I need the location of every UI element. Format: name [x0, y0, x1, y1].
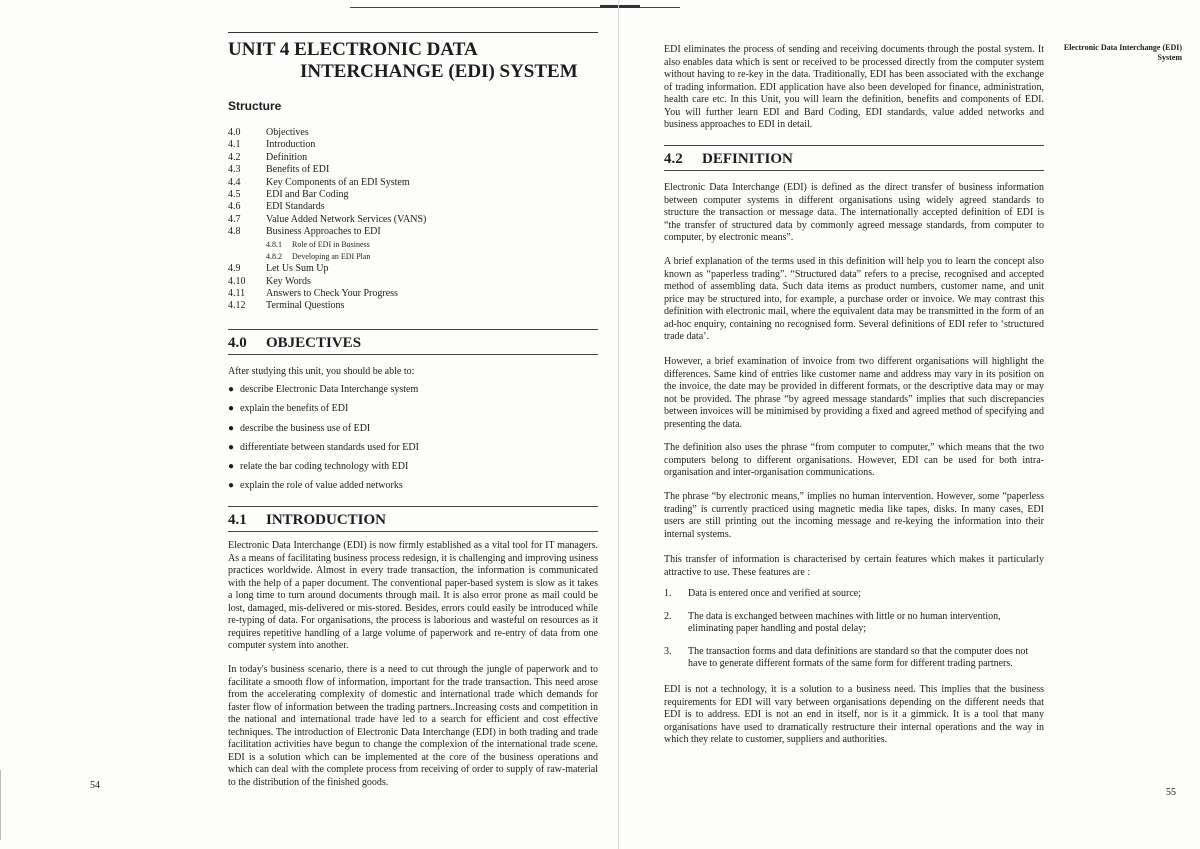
list-item [664, 588, 1044, 601]
toc-item [228, 152, 598, 164]
toc-item [228, 226, 598, 238]
list-item-text: explain the benefits of EDI [240, 403, 349, 415]
definition-paragraph-5: The phrase “by electronic means,” implies no human intervention. However, some “paperless trading” is currently practiced using magnetic media like tapes, disks. In many cases, EDI users are still printing out the incoming message and re-keying the information into their internal systems. [664, 491, 1044, 540]
running-header: Electronic Data Interchange (EDI) System [1063, 43, 1182, 62]
toc-item [228, 263, 598, 275]
introduction-heading [228, 506, 598, 532]
definition-heading [664, 145, 1044, 171]
toc-number: 4.1 [228, 139, 241, 151]
toc-number: 4.11 [228, 288, 246, 300]
section-number: 4.0 [228, 335, 247, 351]
list-item-number: 2. [664, 610, 672, 622]
unit-title-line1: UNIT 4 ELECTRONIC DATA [228, 39, 478, 60]
toc-label: Benefits of EDI [266, 164, 330, 176]
list-item [228, 480, 598, 499]
objectives-intro: After studying this unit, you should be able to: [228, 366, 415, 377]
toc-item [228, 139, 598, 151]
list-item [228, 403, 598, 422]
unit-title-line2: INTERCHANGE (EDI) SYSTEM [300, 61, 578, 82]
toc-number: 4.4 [228, 176, 241, 188]
definition-paragraph-3: However, a brief examination of invoice from two different organisations will highlight the differences. Same kind of entries like customer name and address may vary in its position on the invoice, the date may be provided in different formats, or the descriptive data may or may not be provided. The phrase “by agreed message standards” implies that such discrepancies between invoices will be minimised by providing a fixed and agreed method of specifying and presenting the data. [664, 356, 1044, 430]
bullet-icon: ● [228, 480, 235, 492]
scan-edge [0, 770, 21, 840]
list-item-text: explain the role of value added networks [240, 480, 403, 492]
toc-label: Definition [266, 151, 308, 163]
list-item [664, 611, 1044, 636]
toc-label: Role of EDI in Business [292, 239, 370, 249]
toc-label: Value Added Network Services (VANS) [266, 213, 427, 225]
list-item-number: 1. [664, 588, 672, 599]
toc-item [228, 201, 598, 213]
toc-item [228, 276, 598, 288]
list-item-text: relate the bar coding technology with EDI [240, 461, 409, 473]
section-title: INTRODUCTION [266, 512, 387, 528]
toc-label: Let Us Sum Up [266, 263, 329, 275]
toc-label: Key Components of an EDI System [266, 176, 410, 188]
toc-item [228, 164, 598, 176]
bullet-icon: ● [228, 384, 235, 395]
toc-item [228, 214, 598, 226]
top-rule-mark [600, 5, 640, 8]
toc-label: Key Words [266, 275, 311, 287]
toc-number: 4.5 [228, 188, 241, 200]
toc-number: 4.9 [228, 263, 241, 275]
page-number-left: 54 [90, 780, 100, 791]
toc-item [228, 288, 598, 300]
toc-label: Objectives [266, 127, 309, 138]
features-list [664, 588, 1044, 681]
toc-item [228, 127, 598, 139]
introduction-paragraph-1: Electronic Data Interchange (EDI) is now firmly established as a vital tool for IT managers. As a means of facilitating business process redesign, it is challenging and improving usiness practices worldwide. Almost in every trade transaction, the information is communicated with the help of a paper document. The conventional paper-based system is slow as it takes a long time to turn around documents through mail. It is also error prone as mail could be lost, damaged, mis-delivered or mis-stored. Besides, errors could easily be introduced while re-typing of data. For organisations, the process is laborious and wasteful on resources as it requires repetitive handling of a large volume of paperwork and re-entry of data from one computer system into another. [228, 540, 598, 651]
toc-item [228, 177, 598, 189]
definition-paragraph-1: Electronic Data Interchange (EDI) is defined as the direct transfer of business information between computer systems in different organisations using widely agreed standards to structure the transaction or message data. The internationally accepted definition of EDI is “the transfer of structured data by commonly agreed message standards, from computer to computer, by electronic means”. [664, 182, 1044, 243]
list-item-text: describe the business use of EDI [240, 422, 371, 434]
bullet-icon: ● [228, 403, 235, 415]
page-number-right: 55 [1166, 787, 1176, 798]
section-number: 4.2 [664, 151, 683, 167]
toc-label: Answers to Check Your Progress [266, 288, 398, 300]
structure-heading: Structure [228, 99, 282, 113]
section-title: OBJECTIVES [266, 335, 362, 351]
list-item [228, 442, 598, 461]
introduction-paragraph-2: In today's business scenario, there is a need to cut through the jungle of paperwork and to facilitate a smooth flow of information, important for the trade transaction. This need arose from the accelerating complexity of domestic and international trade which demands for faster flow of information between the trading partners..Increasing costs and competition in the national and international trade have led to a search for efficient and cost effective techniques. The introduction of Electronic Data Interchange (EDI) in both trading and trade facilitation activities have begun to change the complexion of the international trade scene. EDI is a solution which can be implemented at the core of the business operations and which can deal with the complete process from receiving of order to supply of raw-material to the distribution of the finished goods. [228, 664, 598, 788]
list-item [228, 423, 598, 442]
toc-label: Business Approaches to EDI [266, 226, 381, 238]
list-item [228, 384, 598, 403]
page-gutter [618, 0, 619, 849]
list-item-text: The data is exchanged between machines with little or no human intervention, eliminating paper handling and postal delay; [688, 610, 1001, 634]
toc-label: Introduction [266, 139, 316, 151]
toc-number: 4.10 [228, 275, 246, 287]
list-item-text: describe Electronic Data Interchange system [240, 384, 419, 395]
toc-number: 4.8.1 [266, 239, 282, 249]
table-of-contents [228, 127, 598, 313]
definition-paragraph-6: This transfer of information is characterised by certain features which makes it particularly attractive to use. These features are : [664, 554, 1044, 578]
toc-subitem [228, 251, 598, 263]
toc-number: 4.6 [228, 201, 241, 213]
toc-label: EDI and Bar Coding [266, 188, 349, 200]
toc-number: 4.7 [228, 213, 241, 225]
objectives-heading [228, 329, 598, 355]
toc-number: 4.8.2 [266, 251, 282, 261]
toc-item [228, 300, 598, 312]
definition-paragraph-7: EDI is not a technology, it is a solution to a business need. This implies that the business requirements for EDI will vary between organisations depending on the different needs that EDI is to address. EDI is not an end in itself, nor is it a gimmick. It is a tool that many organisations have used to dramatically restructure their internal operations and the way in which they relate to customer, suppliers and authorities. [664, 684, 1044, 745]
bullet-icon: ● [228, 461, 235, 473]
bullet-icon: ● [228, 441, 235, 453]
section-number: 4.1 [228, 512, 247, 528]
toc-number: 4.0 [228, 127, 241, 138]
toc-number: 4.3 [228, 164, 241, 176]
right-intro-paragraph: EDI eliminates the process of sending and receiving documents through the postal system. It also enables data which is sent or received to be processed directly from the computer system without having to re-key in the data. Traditionally, EDI has been associated with the exchange of trading information. EDI application have also been developed for finance, administration, health care etc. In this Unit, you will learn the definition, benefits and components of EDI. You will further learn EDI and Bard Coding, EDI standards, value added networks and business approaches to EDI in detail. [664, 44, 1044, 130]
list-item-text: The transaction forms and data definitions are standard so that the computer does not have to generate different formats of the same form for different trading partners. [688, 645, 1029, 669]
list-item-number: 3. [664, 645, 672, 657]
toc-number: 4.2 [228, 151, 241, 163]
toc-number: 4.12 [228, 300, 246, 312]
definition-paragraph-2: A brief explanation of the terms used in this definition will help you to learn the concept also known as “paperless trading”. “Structured data” refers to a precise, recognised and accepted method of assembling data. Such data items as product numbers, customer name, and unit price may be structured into, for example, a purchase order or invoice. We may contrast this definition with electronic mail, where the equivalent data may be transmitted in the form of an ad-hoc enquiry, containing no recognised form. Several definitions of EDI refer to ‘structured trade data’. [664, 256, 1044, 342]
toc-subitem [228, 239, 598, 251]
toc-number: 4.8 [228, 226, 241, 238]
list-item-text: Data is entered once and verified at source; [688, 588, 861, 599]
objectives-list [228, 366, 598, 500]
toc-item [228, 189, 598, 201]
list-item [664, 646, 1044, 671]
bullet-icon: ● [228, 422, 235, 434]
unit-title [228, 32, 598, 83]
list-item [228, 461, 598, 480]
section-title: DEFINITION [702, 151, 793, 167]
toc-label: EDI Standards [266, 201, 325, 213]
definition-paragraph-4: The definition also uses the phrase “from computer to computer,” which means that the two computers belong to different organisations. However, EDI can be used for both intra-organisation and inter-organisation communications. [664, 442, 1044, 478]
toc-label: Terminal Questions [266, 300, 345, 312]
list-item-text: differentiate between standards used for EDI [240, 441, 419, 453]
toc-label: Developing an EDI Plan [292, 251, 371, 261]
